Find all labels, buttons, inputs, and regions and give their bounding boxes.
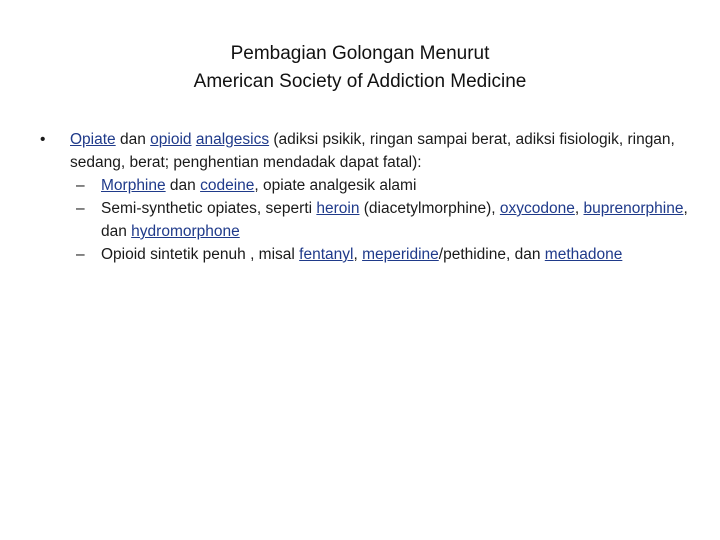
bullet-marker: • bbox=[40, 131, 46, 148]
text-segment: /pethidine, dan bbox=[438, 246, 545, 263]
link-fentanyl[interactable]: fentanyl bbox=[299, 246, 354, 263]
text-segment: Opioid sintetik penuh , misal bbox=[101, 246, 300, 263]
slide-title bbox=[60, 40, 660, 96]
slide-body bbox=[40, 128, 690, 266]
text-segment: (adiksi psikik, ringan sampai berat, adiksi fisiologik, ringan, sedang, berat; penghentian mendadak dapat fatal): bbox=[70, 131, 675, 171]
link-codeine[interactable]: codeine bbox=[200, 177, 255, 194]
text-segment: Semi-synthetic opiates, seperti bbox=[101, 200, 317, 217]
title-line-2: American Society of Addiction Medicine bbox=[193, 71, 527, 92]
dash-marker: – bbox=[76, 177, 85, 194]
link-meperidine[interactable]: meperidine bbox=[362, 246, 439, 263]
text-segment: , opiate analgesik alami bbox=[254, 177, 417, 194]
link-opiate[interactable]: Opiate bbox=[70, 131, 116, 148]
text-segment: dan bbox=[115, 131, 151, 148]
sub-bullet-semisynthetic bbox=[40, 197, 690, 243]
text-segment: , dan bbox=[101, 200, 688, 240]
text-segment: (diacetylmorphine), bbox=[359, 200, 500, 217]
dash-marker: – bbox=[76, 200, 85, 217]
link-morphine[interactable]: Morphine bbox=[101, 177, 166, 194]
link-oxycodone[interactable]: oxycodone bbox=[499, 200, 575, 217]
text-segment: dan bbox=[165, 177, 201, 194]
link-heroin[interactable]: heroin bbox=[316, 200, 360, 217]
link-methadone[interactable]: methadone bbox=[544, 246, 623, 263]
sub-bullet-natural bbox=[40, 174, 690, 197]
link-analgesics[interactable]: analgesics bbox=[195, 131, 270, 148]
bullet-opiate-opioid bbox=[40, 128, 690, 174]
link-opioid[interactable]: opioid bbox=[150, 131, 192, 148]
title-line-1: Pembagian Golongan Menurut bbox=[230, 43, 490, 64]
sub-bullet-synthetic bbox=[40, 243, 690, 266]
link-hydromorphone[interactable]: hydromorphone bbox=[131, 223, 240, 240]
link-buprenorphine[interactable]: buprenorphine bbox=[583, 200, 684, 217]
text-segment: , bbox=[574, 200, 584, 217]
dash-marker: – bbox=[76, 246, 85, 263]
text-segment: , bbox=[353, 246, 363, 263]
